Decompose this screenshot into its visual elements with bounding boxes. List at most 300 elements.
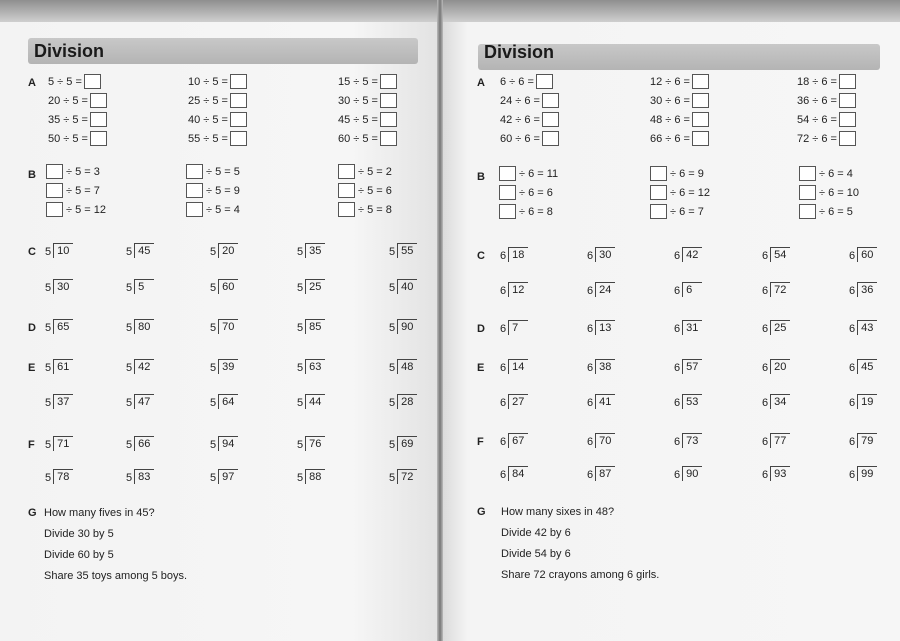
equation-text: 20 ÷ 5 = [48, 94, 88, 107]
equation-text: ÷ 6 = 5 [819, 205, 853, 218]
book-spine [437, 0, 443, 641]
divisor: 5 [210, 246, 217, 258]
dividend: 80 [134, 319, 154, 334]
dividend: 90 [682, 466, 702, 481]
long-division-problem [126, 319, 154, 334]
divisor: 6 [674, 436, 681, 448]
dividend: 53 [682, 394, 702, 409]
answer-box[interactable] [542, 93, 559, 108]
long-division-problem [674, 394, 702, 409]
dividend: 38 [595, 359, 615, 374]
long-division-problem [762, 320, 790, 335]
equation-row [499, 202, 558, 221]
dividend: 6 [682, 282, 702, 297]
dividend: 72 [397, 469, 417, 484]
long-division-problem [45, 469, 73, 484]
section-b-column [46, 162, 106, 219]
long-division-problem [762, 433, 790, 448]
equation-text: ÷ 5 = 5 [206, 165, 240, 178]
equation-row [797, 91, 856, 110]
dividend: 84 [508, 466, 528, 481]
page-top-shadow [0, 0, 440, 22]
equation-text: 18 ÷ 6 = [797, 75, 837, 88]
equation-row [186, 200, 240, 219]
page-title: Division [34, 41, 105, 61]
answer-box[interactable] [338, 164, 355, 179]
divisor: 5 [126, 322, 133, 334]
section-a-column [48, 72, 107, 148]
dividend: 20 [218, 243, 238, 258]
long-division-problem [762, 247, 790, 262]
dividend: 30 [595, 247, 615, 262]
divisor: 6 [674, 285, 681, 297]
divisor: 6 [587, 323, 594, 335]
equation-text: ÷ 6 = 8 [519, 205, 553, 218]
section-a-column [500, 72, 559, 148]
section-label-c: C [477, 250, 485, 262]
equation-text: 72 ÷ 6 = [797, 132, 837, 145]
dividend: 83 [134, 469, 154, 484]
long-division-problem [45, 279, 73, 294]
equation-row [48, 91, 107, 110]
long-division-problem [674, 282, 702, 297]
equation-row [797, 110, 856, 129]
long-division-problem [674, 320, 702, 335]
dividend: 42 [682, 247, 702, 262]
dividend: 47 [134, 394, 154, 409]
divisor: 6 [500, 436, 507, 448]
divisor: 6 [500, 362, 507, 374]
long-division-problem [126, 359, 154, 374]
long-division-problem [500, 394, 528, 409]
equation-text: 66 ÷ 6 = [650, 132, 690, 145]
equation-row [797, 72, 856, 91]
dividend: 73 [682, 433, 702, 448]
dividend: 28 [397, 394, 417, 409]
dividend: 90 [397, 319, 417, 334]
long-division-problem [587, 359, 615, 374]
left-page [0, 0, 440, 641]
long-division-problem [45, 436, 73, 451]
word-problem: How many sixes in 48? [501, 506, 615, 518]
divisor: 5 [389, 439, 396, 451]
word-problem: Divide 30 by 5 [44, 528, 114, 540]
dividend: 18 [508, 247, 528, 262]
equation-row [338, 110, 397, 129]
answer-box[interactable] [799, 204, 816, 219]
equation-text: 55 ÷ 5 = [188, 132, 228, 145]
dividend: 54 [770, 247, 790, 262]
word-problem: Share 35 toys among 5 boys. [44, 570, 188, 582]
divisor: 6 [674, 397, 681, 409]
divisor: 5 [297, 472, 304, 484]
equation-text: ÷ 5 = 4 [206, 203, 240, 216]
dividend: 66 [134, 436, 154, 451]
equation-text: 48 ÷ 6 = [650, 113, 690, 126]
equation-text: ÷ 5 = 7 [66, 184, 100, 197]
answer-box[interactable] [230, 74, 247, 89]
section-label-f: F [477, 436, 484, 448]
equation-row [650, 202, 710, 221]
equation-text: ÷ 6 = 10 [819, 186, 859, 199]
long-division-problem [500, 466, 528, 481]
dividend: 19 [857, 394, 877, 409]
equation-text: ÷ 5 = 2 [358, 165, 392, 178]
long-division-problem [297, 243, 325, 258]
long-division-problem [849, 433, 877, 448]
divisor: 5 [210, 282, 217, 294]
dividend: 85 [305, 319, 325, 334]
equation-text: ÷ 6 = 9 [670, 167, 704, 180]
long-division-problem [762, 466, 790, 481]
equation-row [188, 91, 247, 110]
equation-text: ÷ 6 = 6 [519, 186, 553, 199]
long-division-problem [45, 319, 73, 334]
dividend: 35 [305, 243, 325, 258]
long-division-problem [587, 466, 615, 481]
equation-text: 45 ÷ 5 = [338, 113, 378, 126]
divisor: 6 [762, 397, 769, 409]
dividend: 71 [53, 436, 73, 451]
dividend: 70 [218, 319, 238, 334]
answer-box[interactable] [338, 202, 355, 217]
equation-text: 60 ÷ 6 = [500, 132, 540, 145]
section-b-column [338, 162, 392, 219]
dividend: 57 [682, 359, 702, 374]
dividend: 36 [857, 282, 877, 297]
dividend: 43 [857, 320, 877, 335]
divisor: 6 [587, 469, 594, 481]
equation-row [338, 162, 392, 181]
dividend: 60 [218, 279, 238, 294]
section-a-column [650, 72, 709, 148]
dividend: 25 [305, 279, 325, 294]
divisor: 5 [210, 322, 217, 334]
answer-box[interactable] [650, 166, 667, 181]
equation-row [650, 110, 709, 129]
equation-text: ÷ 6 = 11 [519, 167, 559, 180]
answer-box[interactable] [380, 131, 397, 146]
divisor: 5 [45, 246, 52, 258]
divisor: 6 [849, 323, 856, 335]
answer-box[interactable] [90, 93, 107, 108]
answer-box[interactable] [338, 183, 355, 198]
equation-text: 24 ÷ 6 = [500, 94, 540, 107]
divisor: 6 [849, 397, 856, 409]
answer-box[interactable] [839, 74, 856, 89]
long-division-problem [500, 282, 528, 297]
long-division-problem [210, 436, 238, 451]
divisor: 5 [45, 362, 52, 374]
dividend: 94 [218, 436, 238, 451]
divisor: 5 [389, 362, 396, 374]
answer-box[interactable] [692, 112, 709, 127]
long-division-problem [849, 466, 877, 481]
answer-box[interactable] [186, 164, 203, 179]
section-a-column [797, 72, 856, 148]
divisor: 6 [587, 436, 594, 448]
section-label-a: A [477, 77, 485, 89]
long-division-problem [587, 247, 615, 262]
long-division-problem [849, 247, 877, 262]
divisor: 6 [849, 362, 856, 374]
equation-row [500, 91, 559, 110]
long-division-problem [849, 394, 877, 409]
long-division-problem [849, 282, 877, 297]
answer-box[interactable] [839, 131, 856, 146]
equation-row [186, 181, 240, 200]
divisor: 6 [849, 250, 856, 262]
dividend: 41 [595, 394, 615, 409]
answer-box[interactable] [90, 131, 107, 146]
long-division-problem [210, 279, 238, 294]
divisor: 5 [389, 472, 396, 484]
equation-row [338, 129, 397, 148]
long-division-problem [210, 359, 238, 374]
answer-box[interactable] [650, 204, 667, 219]
word-problem: Divide 54 by 6 [501, 548, 571, 560]
long-division-problem [389, 359, 417, 374]
dividend: 45 [134, 243, 154, 258]
divisor: 6 [587, 362, 594, 374]
long-division-problem [210, 243, 238, 258]
dividend: 31 [682, 320, 702, 335]
divisor: 6 [587, 250, 594, 262]
equation-text: ÷ 5 = 6 [358, 184, 392, 197]
answer-box[interactable] [536, 74, 553, 89]
section-label-e: E [477, 362, 485, 374]
long-division-problem [389, 243, 417, 258]
long-division-problem [762, 359, 790, 374]
equation-text: 5 ÷ 5 = [48, 75, 82, 88]
answer-box[interactable] [542, 131, 559, 146]
long-division-problem [126, 243, 154, 258]
equation-row [650, 129, 709, 148]
divisor: 5 [45, 472, 52, 484]
divisor: 6 [587, 285, 594, 297]
section-label-c: C [28, 246, 36, 258]
divisor: 6 [762, 323, 769, 335]
equation-text: 60 ÷ 5 = [338, 132, 378, 145]
answer-box[interactable] [46, 183, 63, 198]
section-label-g: G [477, 506, 486, 518]
equation-text: ÷ 6 = 4 [819, 167, 853, 180]
dividend: 44 [305, 394, 325, 409]
section-label-e: E [28, 362, 36, 374]
divisor: 6 [849, 469, 856, 481]
dividend: 76 [305, 436, 325, 451]
long-division-problem [674, 359, 702, 374]
divisor: 5 [210, 472, 217, 484]
equation-row [188, 129, 247, 148]
divisor: 5 [210, 439, 217, 451]
equation-row [650, 72, 709, 91]
dividend: 37 [53, 394, 73, 409]
long-division-problem [210, 394, 238, 409]
answer-box[interactable] [186, 202, 203, 217]
equation-row [186, 162, 240, 181]
answer-box[interactable] [692, 74, 709, 89]
dividend: 99 [857, 466, 877, 481]
answer-box[interactable] [839, 112, 856, 127]
divisor: 5 [210, 397, 217, 409]
equation-text: 30 ÷ 6 = [650, 94, 690, 107]
section-b-column [650, 164, 710, 221]
divisor: 6 [500, 250, 507, 262]
section-a-column [338, 72, 397, 148]
answer-box[interactable] [84, 74, 101, 89]
dividend: 93 [770, 466, 790, 481]
dividend: 25 [770, 320, 790, 335]
divisor: 5 [389, 322, 396, 334]
equation-row [338, 91, 397, 110]
section-b-column [499, 164, 558, 221]
dividend: 64 [218, 394, 238, 409]
dividend: 27 [508, 394, 528, 409]
long-division-problem [389, 469, 417, 484]
answer-box[interactable] [692, 93, 709, 108]
divisor: 5 [297, 439, 304, 451]
answer-box[interactable] [692, 131, 709, 146]
word-problem: Share 72 crayons among 6 girls. [501, 569, 660, 581]
divisor: 5 [45, 322, 52, 334]
long-division-problem [674, 433, 702, 448]
equation-text: 15 ÷ 5 = [338, 75, 378, 88]
answer-box[interactable] [230, 112, 247, 127]
answer-box[interactable] [186, 183, 203, 198]
answer-box[interactable] [839, 93, 856, 108]
answer-box[interactable] [499, 185, 516, 200]
answer-box[interactable] [799, 166, 816, 181]
answer-box[interactable] [650, 185, 667, 200]
dividend: 70 [595, 433, 615, 448]
long-division-problem [587, 433, 615, 448]
right-page [440, 0, 900, 641]
answer-box[interactable] [380, 74, 397, 89]
section-label-a: A [28, 77, 36, 89]
long-division-problem [126, 394, 154, 409]
dividend: 24 [595, 282, 615, 297]
long-division-problem [674, 247, 702, 262]
divisor: 5 [389, 282, 396, 294]
dividend: 12 [508, 282, 528, 297]
answer-box[interactable] [46, 164, 63, 179]
long-division-problem [762, 394, 790, 409]
long-division-problem [126, 469, 154, 484]
dividend: 97 [218, 469, 238, 484]
long-division-problem [849, 359, 877, 374]
page-top-shadow [440, 0, 900, 22]
answer-box[interactable] [499, 204, 516, 219]
dividend: 45 [857, 359, 877, 374]
dividend: 67 [508, 433, 528, 448]
divisor: 5 [45, 439, 52, 451]
equation-text: 42 ÷ 6 = [500, 113, 540, 126]
long-division-problem [45, 394, 73, 409]
long-division-problem [389, 394, 417, 409]
equation-row [46, 181, 106, 200]
dividend: 34 [770, 394, 790, 409]
answer-box[interactable] [799, 185, 816, 200]
divisor: 6 [587, 397, 594, 409]
long-division-problem [126, 436, 154, 451]
answer-box[interactable] [542, 112, 559, 127]
answer-box[interactable] [380, 93, 397, 108]
long-division-problem [587, 320, 615, 335]
divisor: 5 [297, 246, 304, 258]
section-label-d: D [28, 322, 36, 334]
divisor: 5 [126, 472, 133, 484]
divisor: 5 [297, 362, 304, 374]
divisor: 6 [849, 285, 856, 297]
divisor: 6 [849, 436, 856, 448]
equation-row [48, 72, 107, 91]
equation-row [48, 110, 107, 129]
equation-row [46, 162, 106, 181]
long-division-problem [587, 282, 615, 297]
equation-text: 35 ÷ 5 = [48, 113, 88, 126]
divisor: 6 [500, 323, 507, 335]
dividend: 13 [595, 320, 615, 335]
equation-text: 12 ÷ 6 = [650, 75, 690, 88]
dividend: 20 [770, 359, 790, 374]
section-label-b: B [28, 169, 36, 181]
dividend: 14 [508, 359, 528, 374]
dividend: 69 [397, 436, 417, 451]
answer-box[interactable] [499, 166, 516, 181]
divisor: 6 [762, 285, 769, 297]
equation-row [799, 183, 859, 202]
long-division-problem [587, 394, 615, 409]
dividend: 60 [857, 247, 877, 262]
answer-box[interactable] [230, 131, 247, 146]
long-division-problem [762, 282, 790, 297]
dividend: 7 [508, 320, 528, 335]
divisor: 5 [297, 322, 304, 334]
answer-box[interactable] [90, 112, 107, 127]
divisor: 5 [45, 397, 52, 409]
divisor: 6 [762, 250, 769, 262]
dividend: 48 [397, 359, 417, 374]
dividend: 10 [53, 243, 73, 258]
divisor: 5 [297, 282, 304, 294]
answer-box[interactable] [380, 112, 397, 127]
section-label-b: B [477, 171, 485, 183]
divisor: 6 [674, 250, 681, 262]
equation-row [799, 202, 859, 221]
equation-row [338, 72, 397, 91]
divisor: 5 [389, 246, 396, 258]
divisor: 5 [389, 397, 396, 409]
dividend: 30 [53, 279, 73, 294]
long-division-problem [297, 319, 325, 334]
section-b-column [186, 162, 240, 219]
long-division-problem [389, 279, 417, 294]
long-division-problem [500, 359, 528, 374]
long-division-problem [45, 243, 73, 258]
divisor: 5 [126, 362, 133, 374]
dividend: 39 [218, 359, 238, 374]
equation-row [500, 72, 559, 91]
long-division-problem [500, 247, 528, 262]
answer-box[interactable] [46, 202, 63, 217]
long-division-problem [297, 359, 325, 374]
long-division-problem [210, 469, 238, 484]
answer-box[interactable] [230, 93, 247, 108]
divisor: 6 [762, 436, 769, 448]
equation-row [500, 110, 559, 129]
equation-row [797, 129, 856, 148]
